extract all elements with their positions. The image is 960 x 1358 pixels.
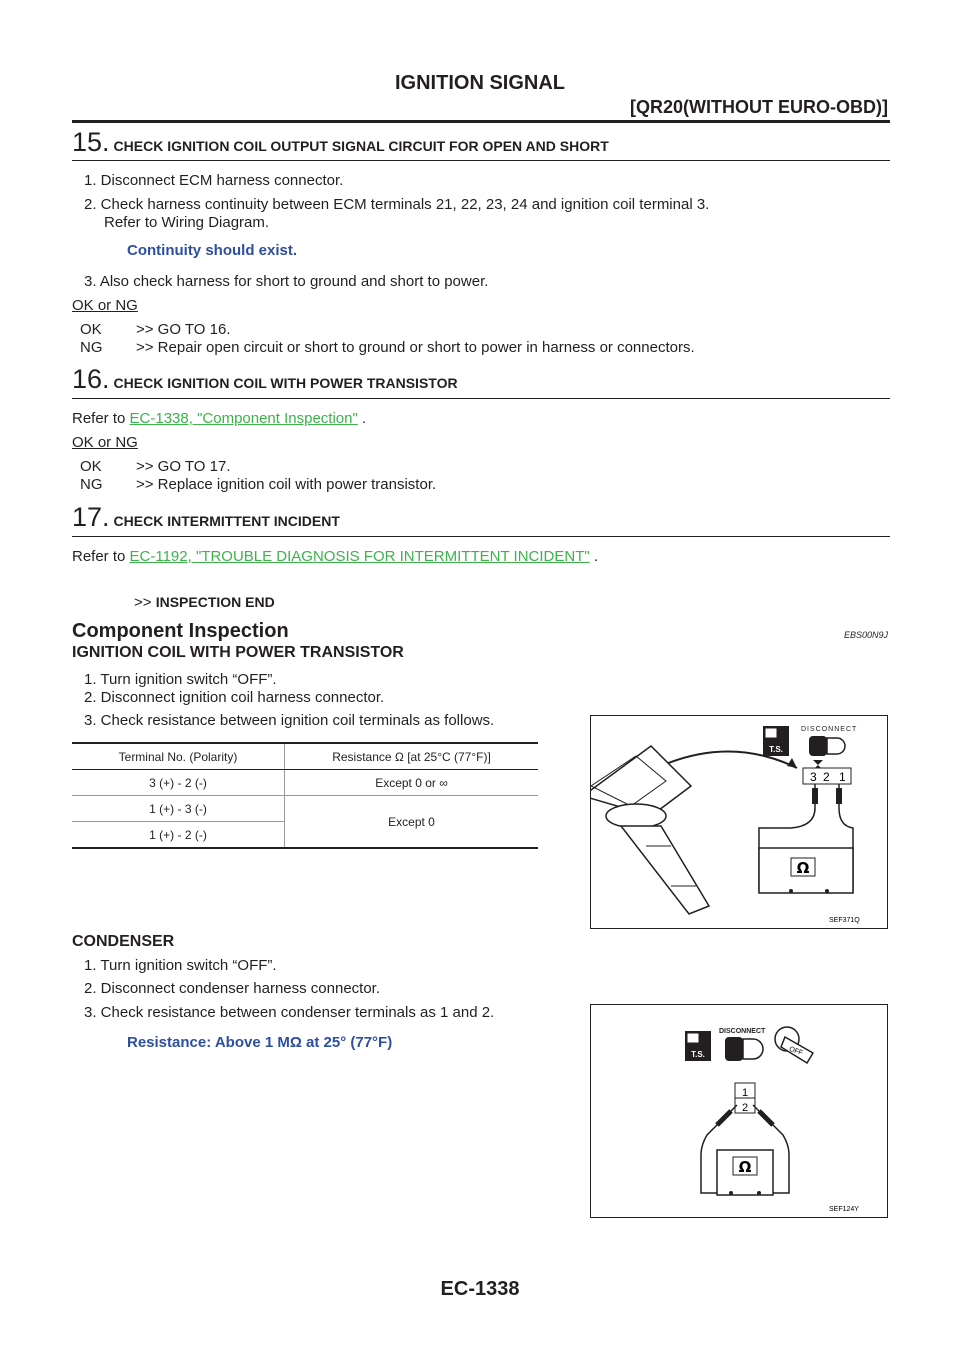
table-row [72, 796, 538, 822]
svg-text:OFF: OFF [788, 1045, 804, 1058]
step-number: 16. [72, 364, 110, 394]
inspection-end: >> INSPECTION END [134, 594, 275, 611]
ohm-symbol: Ω [738, 1158, 752, 1176]
list-item-continuation: Refer to Wiring Diagram. [104, 214, 270, 231]
reference-line: Refer to EC-1338, "Component Inspection" . [72, 410, 367, 427]
list-item: 1. Turn ignition switch “OFF”. [84, 671, 277, 688]
step-title: CHECK INTERMITTENT INCIDENT [113, 513, 340, 529]
page-title: IGNITION SIGNAL [395, 72, 565, 94]
component-inspection-link[interactable]: EC-1338, "Component Inspection" [129, 410, 358, 427]
table-header-cell: Terminal No. (Polarity) [72, 743, 285, 770]
terminal-label: 2 [741, 1102, 749, 1114]
step-title: CHECK IGNITION COIL WITH POWER TRANSISTOR [113, 375, 458, 391]
list-item: 2. Check harness continuity between ECM terminals 21, 22, 23, 24 and ignition coil terminal 3. [84, 196, 710, 213]
table-cell: 3 (+) - 2 (-) [72, 770, 285, 796]
figure-code: SEF124Y [829, 1206, 859, 1213]
disconnect-label: DISCONNECT [719, 1028, 766, 1035]
page-number: EC-1338 [440, 1278, 520, 1300]
figure-code: SEF371Q [829, 917, 860, 924]
table-cell: 1 (+) - 2 (-) [72, 822, 285, 849]
result-ok: OK >> GO TO 17. [80, 458, 231, 475]
divider [72, 398, 890, 399]
list-item: 3. Check resistance between ignition coil terminals as follows. [84, 712, 495, 729]
reference-line: Refer to EC-1192, "TROUBLE DIAGNOSIS FOR INTERMITTENT INCIDENT" . [72, 548, 599, 565]
ignition-key-off-icon [775, 1027, 813, 1063]
subsection-title: CONDENSER [72, 933, 175, 950]
terminal-label: 3 [810, 770, 817, 784]
ok-or-ng-label: OK or NG [72, 434, 138, 451]
terminal-label: 1 [741, 1087, 749, 1099]
list-item: 3. Check resistance between condenser terminals as 1 and 2. [84, 1004, 495, 1021]
condenser-diagram [591, 1005, 887, 1217]
terminal-label: 2 [823, 770, 830, 784]
list-item: 2. Disconnect ignition coil harness connector. [84, 689, 385, 706]
list-item: 3. Also check harness for short to ground and short to power. [84, 273, 489, 290]
svg-text:T.S.: T.S. [769, 745, 783, 754]
step-title: CHECK IGNITION COIL OUTPUT SIGNAL CIRCUIT FOR OPEN AND SHORT [113, 138, 609, 154]
step-number: 17. [72, 502, 110, 532]
intermittent-incident-link[interactable]: EC-1192, "TROUBLE DIAGNOSIS FOR INTERMITTENT INCIDENT" [129, 548, 590, 565]
connector-icon [725, 1037, 763, 1061]
terminal-label: 1 [839, 770, 846, 784]
table-cell: 1 (+) - 3 (-) [72, 796, 285, 822]
step-number: 15. [72, 127, 110, 157]
table-header-cell: Resistance Ω [at 25°C (77°F)] [285, 743, 539, 770]
table-cell: Except 0 or ∞ [285, 770, 539, 796]
section-title: Component Inspection [72, 620, 289, 642]
ok-or-ng-label: OK or NG [72, 297, 138, 314]
page-subtitle: [QR20(WITHOUT EURO-OBD)] [630, 97, 888, 117]
section-code: EBS00N9J [843, 630, 888, 640]
step-16-heading [72, 364, 458, 395]
list-item: 2. Disconnect condenser harness connector. [84, 980, 381, 997]
result-ng: NG >> Repair open circuit or short to ground or short to power in harness or connectors. [80, 339, 695, 356]
result-ng: NG >> Replace ignition coil with power transistor. [80, 476, 437, 493]
service-manual-icon [763, 726, 789, 756]
step-17-heading [72, 502, 340, 533]
disconnect-label: DISCONNECT [801, 726, 858, 733]
divider [72, 536, 890, 537]
ignition-coil-diagram [591, 716, 887, 928]
step-15-heading [72, 127, 609, 158]
result-ok: OK >> GO TO 16. [80, 321, 231, 338]
service-manual-icon [685, 1031, 711, 1061]
list-item: 1. Turn ignition switch “OFF”. [84, 957, 277, 974]
spec-text: Resistance: Above 1 MΩ at 25° (77°F) [127, 1034, 393, 1051]
connector-icon [809, 736, 845, 756]
ignition-coil-figure [590, 715, 888, 929]
svg-text:T.S.: T.S. [691, 1050, 705, 1059]
table-row [72, 770, 538, 796]
ohm-symbol: Ω [796, 859, 810, 877]
header-rule [72, 120, 890, 123]
resistance-table [72, 742, 538, 849]
subsection-title: IGNITION COIL WITH POWER TRANSISTOR [72, 644, 404, 661]
spec-text: Continuity should exist. [127, 242, 298, 259]
divider [72, 160, 890, 161]
condenser-figure [590, 1004, 888, 1218]
list-item: 1. Disconnect ECM harness connector. [84, 172, 344, 189]
ignition-coil-icon [591, 746, 709, 914]
table-header-row [72, 743, 538, 770]
table-cell: Except 0 [285, 796, 539, 849]
